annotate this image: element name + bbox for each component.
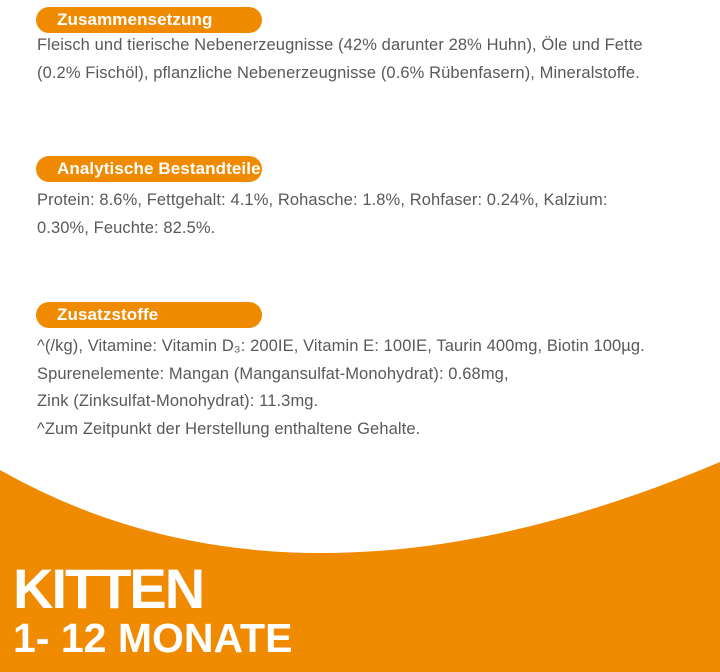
text-line: (0.2% Fischöl), pflanzliche Nebenerzeugnisse (0.6% Rübenfasern), Mineralstoffe. xyxy=(37,63,640,82)
section-text-zusatzstoffe xyxy=(37,333,645,443)
section-badge-zusatzstoffe: Zusatzstoffe xyxy=(36,302,262,328)
section-text-zusammensetzung xyxy=(37,32,643,87)
section-badge-analytische-bestandteile: Analytische Bestandteile xyxy=(36,156,262,182)
product-age-range: 1- 12 MONATE xyxy=(13,615,293,661)
text-line: ^(/kg), Vitamine: Vitamin D₃: 200IE, Vitamin E: 100IE, Taurin 400mg, Biotin 100µg. xyxy=(37,337,645,355)
text-line: Zink (Zinksulfat-Monohydrat): 11.3mg. xyxy=(37,392,319,410)
section-text-analytische-bestandteile xyxy=(37,187,608,242)
product-life-stage-title: KITTEN xyxy=(13,557,204,620)
text-line: Spurenelemente: Mangan (Mangansulfat-Monohydrat): 0.68mg, xyxy=(37,364,509,383)
text-line: Protein: 8.6%, Fettgehalt: 4.1%, Rohasche: 1.8%, Rohfaser: 0.24%, Kalzium: xyxy=(37,191,608,209)
section-badge-zusammensetzung: Zusammensetzung xyxy=(36,7,262,33)
text-line: ^Zum Zeitpunkt der Herstellung enthaltene Gehalte. xyxy=(37,419,421,438)
text-line: 0.30%, Feuchte: 82.5%. xyxy=(37,218,216,237)
text-line: Fleisch und tierische Nebenerzeugnisse (42% darunter 28% Huhn), Öle und Fette xyxy=(37,36,643,54)
